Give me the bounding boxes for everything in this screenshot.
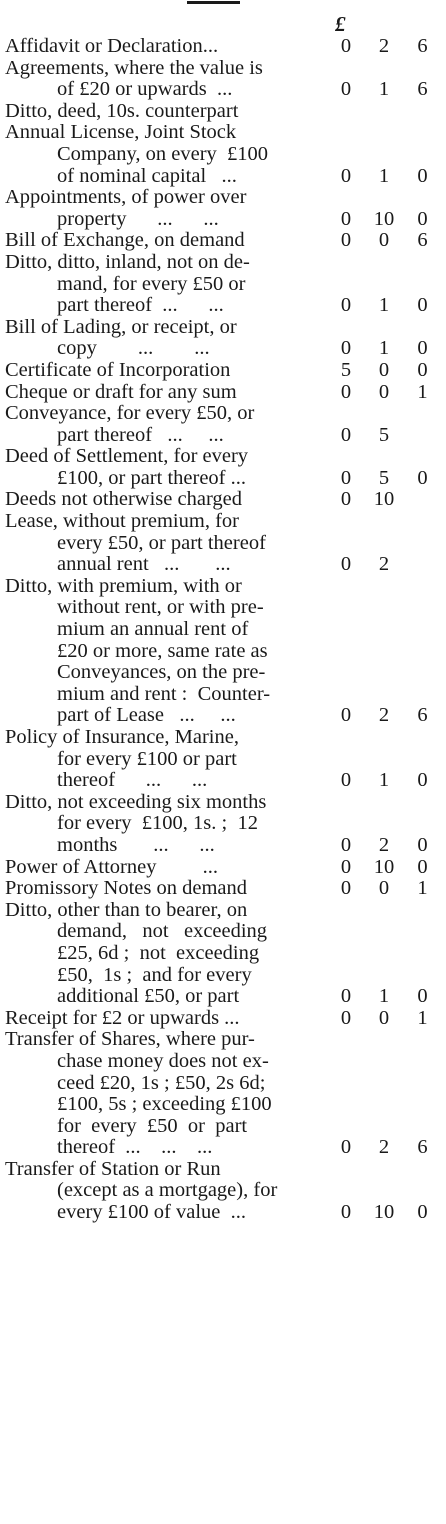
item-label: Ditto, deed, 10s. counterpart [5,99,239,122]
shillings-value: 1 [378,985,390,1008]
pence-value: 6 [417,1136,428,1159]
shillings-value: 2 [378,553,390,576]
pounds-value: 0 [340,380,352,403]
item-label-continuation: mand, for every £50 or [57,272,246,295]
pence-value: 6 [417,35,428,57]
pence-value: 0 [417,985,428,1008]
shillings-value: 1 [378,337,390,360]
item-label: Ditto, other than to bearer, on [5,898,248,921]
item-label-continuation: mium an annual rent of [57,618,249,641]
item-label: Cheque or draft for any sum [5,380,237,403]
table-row [5,403,442,446]
table-row [5,360,442,382]
shillings-value: 0 [378,380,390,403]
item-label-continuation: part of Lease ... ... [57,704,236,727]
item-label: Deeds not otherwise charged [5,488,243,511]
item-label-continuation: every £50, or part thereof [57,531,266,554]
item-label: Power of Attorney ... [5,855,218,878]
pence-value: 0 [417,466,428,489]
shillings-value: 10 [373,1201,395,1224]
pounds-value: 0 [340,164,352,187]
item-label: Appointments, of power over [5,186,247,209]
duty-amount [327,489,442,511]
pence-value: 0 [417,769,428,792]
duty-amount [327,209,442,231]
pence-value: 0 [417,294,428,317]
item-label-continuation: Company, on every £100 [57,142,269,165]
duty-amount [327,382,442,404]
item-label-continuation: copy ... ... [57,337,210,360]
table-row [5,878,442,900]
item-label-continuation: £50, 1s ; and for every [57,963,252,986]
item-label: Affidavit or Declaration... [5,35,219,57]
table-row [5,187,442,230]
pounds-value: 0 [340,229,352,252]
item-label-continuation: £25, 6d ; not exceeding [57,941,260,964]
shillings-value: 1 [378,164,390,187]
duty-amount [327,554,442,576]
pounds-value: 5 [340,358,352,381]
pounds-value: 0 [340,833,352,856]
pence-value: 0 [417,207,428,230]
table-row [5,489,442,511]
item-label-continuation: mium and rent : Counter- [57,682,271,705]
item-label-continuation: (except as a mortgage), for [57,1179,278,1202]
item-label-continuation: £100, 5s ; exceeding £100 [57,1093,272,1116]
duty-amount [327,878,442,900]
pence-value: 0 [417,1201,428,1224]
table-row [5,1159,442,1224]
table-row [5,446,442,489]
duty-amount [327,230,442,252]
item-label: Ditto, ditto, inland, not on de- [5,250,250,273]
shillings-value: 10 [373,855,395,878]
item-label: Ditto, with premium, with or [5,574,242,597]
duty-amount [327,1202,442,1224]
shillings-value: 1 [378,294,390,317]
item-label-continuation: part thereof ... ... [57,294,224,317]
pounds-value: 0 [340,553,352,576]
pence-value: 1 [417,380,428,403]
shillings-value: 2 [378,704,390,727]
shillings-value: 5 [378,423,390,446]
top-rule [187,1,240,4]
item-label-continuation: for every £100, 1s. ; 12 [57,812,258,835]
table-row [5,317,442,360]
item-label-continuation: of £20 or upwards ... [57,78,233,101]
pounds-value: 0 [340,423,352,446]
item-label-continuation: without rent, or with pre- [57,596,264,619]
pence-value: 1 [417,877,428,900]
shillings-value: 2 [378,35,390,57]
duty-amount [327,425,442,447]
item-label-continuation: demand, not exceeding [57,920,268,943]
item-label: Bill of Exchange, on demand [5,229,245,252]
table-row [5,857,442,879]
table-row [5,792,442,857]
entry-list [5,36,442,1224]
item-label-continuation: £20 or more, same rate as [57,639,268,662]
pounds-value: 0 [340,1136,352,1159]
pounds-value: 0 [340,294,352,317]
table-row [5,1029,442,1159]
duty-amount [327,835,442,857]
item-label: Certificate of Incorporation [5,358,231,381]
pence-value: 6 [417,704,428,727]
stamp-duty-table [5,12,442,1224]
table-row [5,230,442,252]
duty-amount [327,468,442,490]
table-row [5,122,442,187]
table-row [5,58,442,101]
shillings-value: 2 [378,833,390,856]
item-label-continuation: additional £50, or part [57,985,240,1008]
duty-amount [327,79,442,101]
pence-value: 0 [417,337,428,360]
item-label: Deed of Settlement, for every [5,445,249,468]
shillings-value: 10 [373,488,395,511]
item-label-continuation: property ... ... [57,207,219,230]
item-label-continuation: for every £50 or part [57,1114,248,1137]
pounds-value: 0 [340,78,352,101]
pence-value: 0 [417,833,428,856]
pounds-value: 0 [340,466,352,489]
item-label: Conveyance, for every £50, or [5,402,255,425]
pence-value: 1 [417,1006,428,1029]
table-row [5,900,442,1008]
duty-amount [327,705,442,727]
duty-amount [327,166,442,188]
pounds-value: 0 [340,985,352,1008]
duty-amount [327,338,442,360]
item-label-continuation: of nominal capital ... [57,164,237,187]
item-label-continuation: Conveyances, on the pre- [57,661,266,684]
item-label: Transfer of Shares, where pur- [5,1028,255,1051]
pounds-value: 0 [340,769,352,792]
shillings-value: 2 [378,1136,390,1159]
pounds-value: 0 [340,207,352,230]
duty-amount [327,1137,442,1159]
shillings-value: 1 [378,78,390,101]
duty-amount [327,1008,442,1030]
duty-amount [327,986,442,1008]
item-label-continuation: £100, or part thereof ... [57,466,246,489]
table-row [5,511,442,576]
duty-amount [327,857,442,879]
shillings-value: 10 [373,207,395,230]
duty-amount [327,36,442,58]
table-row [5,252,442,317]
pounds-value: 0 [340,704,352,727]
duty-amount [327,770,442,792]
pounds-value: 0 [340,1006,352,1029]
pence-value: 6 [417,78,428,101]
item-label-continuation: chase money does not ex- [57,1049,269,1072]
pounds-value: 0 [340,877,352,900]
column-header [5,12,442,36]
item-label: Agreements, where the value is [5,56,263,79]
item-label-continuation: ceed £20, 1s ; £50, 2s 6d; [57,1071,266,1094]
shillings-value: 0 [378,877,390,900]
item-label-continuation: annual rent ... ... [57,553,231,576]
pence-value: 0 [417,358,428,381]
item-label: Lease, without premium, for [5,510,239,533]
table-row [5,36,442,58]
item-label: Receipt for £2 or upwards ... [5,1006,240,1029]
item-label-continuation: thereof ... ... [57,769,208,792]
item-label: Bill of Lading, or receipt, or [5,315,237,338]
duty-amount [327,360,442,382]
duty-amount [327,295,442,317]
item-label-continuation: for every £100 or part [57,747,237,770]
table-row [5,727,442,792]
pounds-value: 0 [340,855,352,878]
table-row [5,1008,442,1030]
pounds-value: 0 [340,1201,352,1224]
currency-header: £ [335,12,346,36]
item-label: Annual License, Joint Stock [5,121,237,144]
shillings-value: 0 [378,229,390,252]
item-label: Policy of Insurance, Marine, [5,726,239,748]
item-label-continuation: months ... ... [57,833,215,856]
item-label: Ditto, not exceeding six months [5,790,267,813]
pence-value: 0 [417,855,428,878]
pounds-value: 0 [340,337,352,360]
table-row [5,576,442,727]
shillings-value: 1 [378,769,390,792]
shillings-value: 5 [378,466,390,489]
item-label-continuation: part thereof ... ... [57,423,224,446]
item-label-continuation: thereof ... ... ... [57,1136,213,1159]
table-row [5,382,442,404]
duty-amount [327,101,442,123]
pounds-value: 0 [340,488,352,511]
pence-value: 6 [417,229,428,252]
item-label: Transfer of Station or Run [5,1157,221,1180]
item-label: Promissory Notes on demand [5,877,247,900]
shillings-value: 0 [378,358,390,381]
item-label-continuation: every £100 of value ... [57,1201,246,1224]
table-row [5,101,442,123]
pounds-value: 0 [340,35,352,57]
shillings-value: 0 [378,1006,390,1029]
pence-value: 0 [417,164,428,187]
